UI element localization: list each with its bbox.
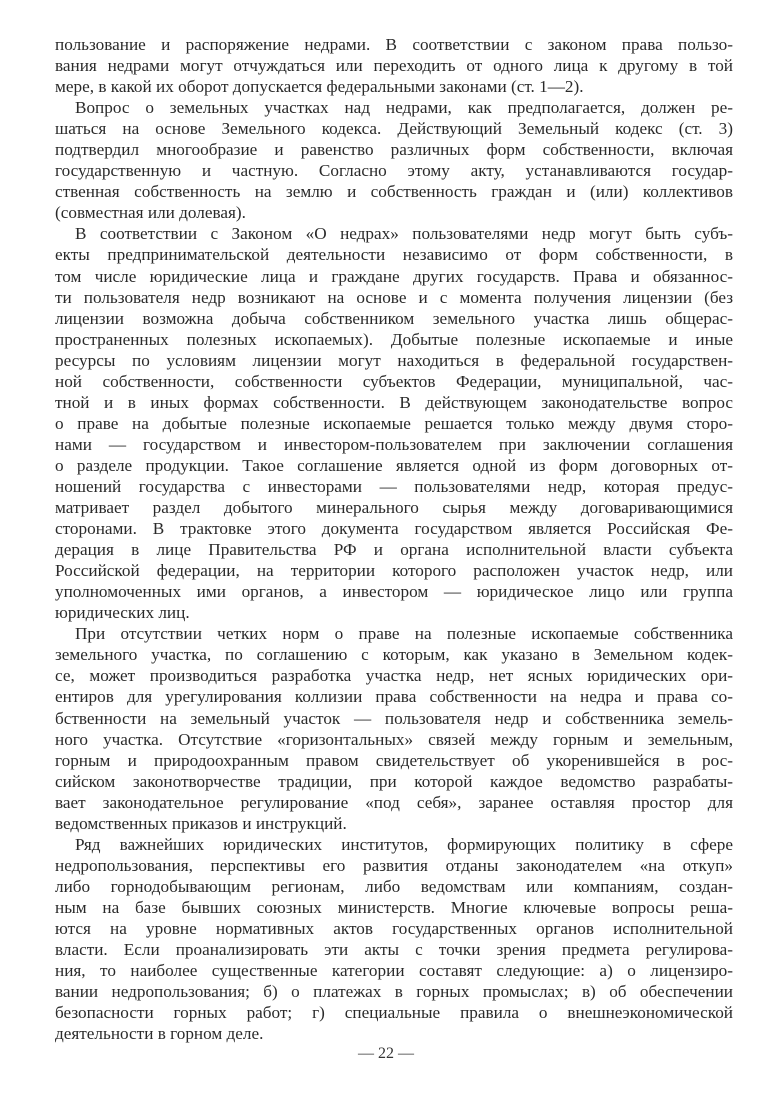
text-line: уполномоченных ими органов, а инвестором — юридическое лицо или группа xyxy=(55,582,733,602)
text-line: вании недропользования; б) о платежах в горных промыслах; в) об обеспечении xyxy=(55,982,733,1002)
text-line: о праве на добытые полезные ископаемые решается только между двумя сторо- xyxy=(55,413,733,433)
text-line: пользование и распоряжение недрами. В соответствии с законом права пользо- xyxy=(55,35,733,54)
text-line: горным и природоохранным правом свидетельствует об укоренившейся в рос- xyxy=(55,750,733,770)
text-line: лицензии возможна добыча собственником земельного участка лишь общерас- xyxy=(55,308,733,328)
text-line: вания недрами могут отчуждаться или переходить от одного лица к другому в той xyxy=(55,56,733,76)
text-line: тной и в иных формах собственности. В действующем законодательстве вопрос xyxy=(55,392,733,412)
text-line: се, может производиться разработка участка недр, нет ясных юридических ори- xyxy=(55,666,733,686)
paragraph xyxy=(55,223,733,623)
text-line: шаться на основе Земельного кодекса. Действующий Земельный кодекс (ст. 3) xyxy=(55,119,733,139)
paragraph xyxy=(55,834,733,1044)
text-line: При отсутствии четких норм о праве на полезные ископаемые собственника xyxy=(75,624,733,644)
text-line: матривает раздел добытого минерального сырья между договаривающимися xyxy=(55,498,733,518)
text-line: ственная собственность на землю и собственность граждан и (или) коллективов xyxy=(55,182,733,202)
text-line: ного участка. Отсутствие «горизонтальных» связей между горным и земельным, xyxy=(55,729,733,749)
text-line: подтвердил многообразие и равенство различных форм собственности, включая xyxy=(55,140,733,160)
text-line: В соответствии с Законом «О недрах» пользователями недр могут быть субъ- xyxy=(75,224,733,244)
text-line: деятельности в горном деле. xyxy=(55,1024,264,1044)
text-line: Ряд важнейших юридических институтов, формирующих политику в сфере xyxy=(75,834,733,854)
text-line: сторонами. В трактовке этого документа государством является Российская Фе- xyxy=(55,519,733,539)
text-line: ным на базе бывших союзных министерств. Многие ключевые вопросы реша- xyxy=(55,897,733,917)
document-body xyxy=(55,34,733,1044)
text-line: пространенных полезных ископаемых). Добытые полезные ископаемые и иные xyxy=(55,329,733,349)
text-line: безопасности горных работ; г) специальные правила о внешнеэкономической xyxy=(55,1003,733,1023)
text-line: вает законодательное регулирование «под себя», заранее оставляя простор для xyxy=(55,792,733,812)
text-line: нами — государством и инвестором-пользователем при заключении соглашения xyxy=(55,434,733,454)
text-line: дерация в лице Правительства РФ и органа исполнительной власти субъекта xyxy=(55,540,733,560)
page-number: — 22 — xyxy=(358,1045,414,1062)
text-line: земельного участка, по соглашению с которым, как указано в Земельном кодек- xyxy=(55,645,733,665)
text-line: недропользования, перспективы его развития отданы законодателем «на откуп» xyxy=(55,855,733,875)
text-line: ентиров для урегулирования коллизии права собственности на недра и права со- xyxy=(55,687,733,707)
text-line: либо горнодобывающим регионам, либо ведомствам или компаниям, создан- xyxy=(55,876,733,896)
text-line: екты предпринимательской деятельности независимо от форм собственности, в xyxy=(55,245,733,265)
text-line: Вопрос о земельных участках над недрами, как предполагается, должен ре- xyxy=(75,98,733,118)
text-line: ния, то наиболее существенные категории составят следующие: а) о лицензиро- xyxy=(55,961,733,981)
text-line: бственности на земельный участок — пользователя недр и собственника земель- xyxy=(55,708,733,728)
text-line: власти. Если проанализировать эти акты с точки зрения предмета регулирова- xyxy=(55,940,733,960)
text-line: ти пользователя недр возникают на основе и с момента получения лицензии (без xyxy=(55,287,733,307)
text-line: о разделе продукции. Такое соглашение является одной из форм договорных от- xyxy=(55,455,733,475)
text-line: ной собственности, собственности субъектов Федерации, муниципальной, час- xyxy=(55,371,733,391)
paragraph xyxy=(55,97,733,223)
text-line: ются на уровне нормативных актов государственных органов исполнительной xyxy=(55,918,733,938)
text-line: том числе юридические лица и граждане других государств. Права и обязаннос- xyxy=(55,266,733,286)
text-line: ведомственных приказов и инструкций. xyxy=(55,813,347,833)
paragraph xyxy=(55,34,733,97)
text-line: Российской федерации, на территории которого расположен участок недр, или xyxy=(55,561,733,581)
text-line: мере, в какой их оборот допускается федеральными законами (ст. 1—2). xyxy=(55,77,584,97)
text-line: государственную и частную. Согласно этому акту, устанавливаются государ- xyxy=(55,161,733,181)
text-line: (совместная или долевая). xyxy=(55,203,246,223)
text-line: ресурсы по условиям лицензии могут находиться в федеральной государствен- xyxy=(55,350,733,370)
paragraph xyxy=(55,623,733,833)
text-line: сийском законотворчестве традиции, при которой каждое ведомство разрабаты- xyxy=(55,771,733,791)
text-line: юридических лиц. xyxy=(55,603,190,623)
text-line: ношений государства с инвесторами — пользователями недр, которая предус- xyxy=(55,476,733,496)
